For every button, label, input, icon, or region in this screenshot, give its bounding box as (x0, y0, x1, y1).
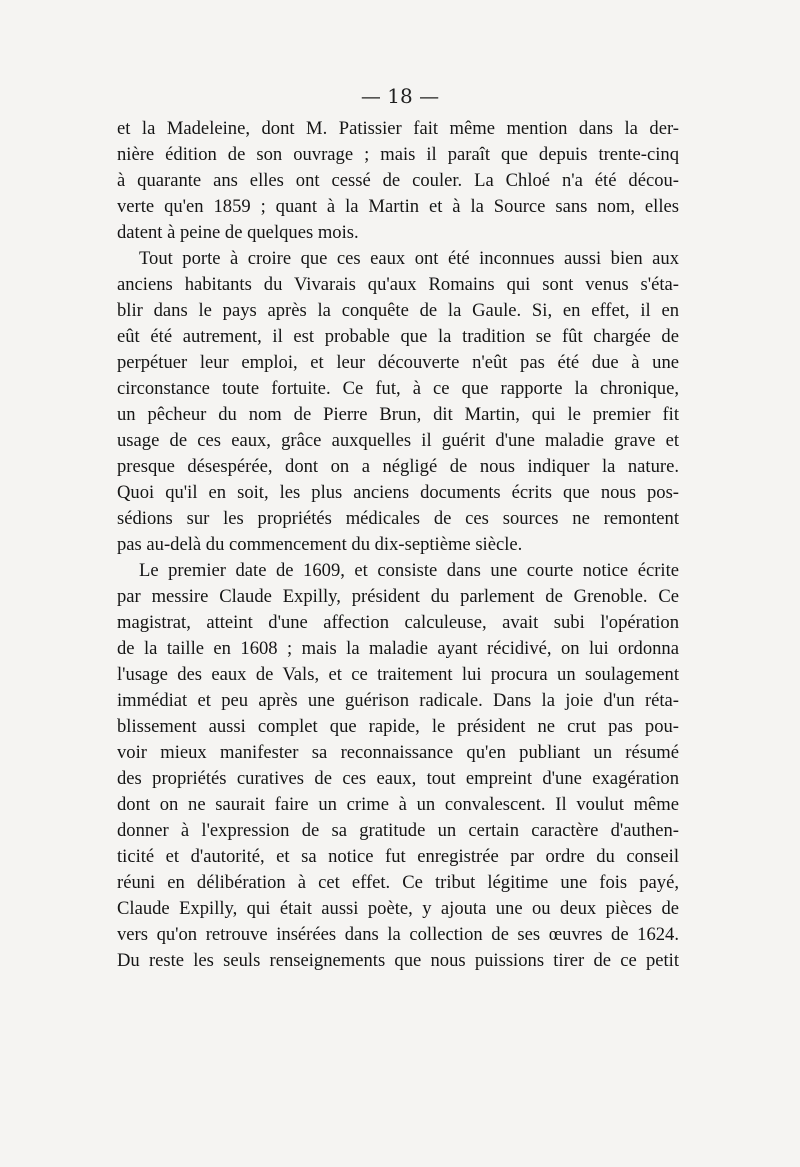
text-line: Tout porte à croire que ces eaux ont été inconnues aussi bien aux (139, 248, 679, 269)
text-line: un pêcheur du nom de Pierre Brun, dit Martin, qui le premier fit (117, 404, 679, 425)
text-line: immédiat et peu après une guérison radicale. Dans la joie d'un réta- (117, 690, 679, 711)
text-line: datent à peine de quelques mois. (117, 222, 359, 243)
text-line: de la taille en 1608 ; mais la maladie ayant récidivé, on lui ordonna (117, 638, 679, 659)
text-line: voir mieux manifester sa reconnaissance qu'en publiant un résumé (117, 742, 679, 763)
text-line: eût été autrement, il est probable que la tradition se fût chargée de (117, 326, 679, 347)
text-line: circonstance toute fortuite. Ce fut, à ce que rapporte la chronique, (117, 378, 679, 399)
text-line: nière édition de son ouvrage ; mais il paraît que depuis trente-cinq (117, 144, 679, 165)
paragraph-3 (117, 558, 679, 974)
text-line: Claude Expilly, qui était aussi poète, y ajouta une ou deux pièces de (117, 898, 679, 919)
text-line: l'usage des eaux de Vals, et ce traitement lui procura un soulagement (117, 664, 679, 685)
text-line: sédions sur les propriétés médicales de ces sources ne remontent (117, 508, 679, 529)
text-line: et la Madeleine, dont M. Patissier fait même mention dans la der- (117, 118, 679, 139)
text-line: Le premier date de 1609, et consiste dans une courte notice écrite (139, 560, 679, 581)
paragraph-1 (117, 116, 679, 246)
text-line: Quoi qu'il en soit, les plus anciens documents écrits que nous pos- (117, 482, 679, 503)
page-number: — 18 — (360, 84, 440, 108)
text-line: dont on ne saurait faire un crime à un convalescent. Il voulut même (117, 794, 679, 815)
text-line: pas au-delà du commencement du dix-septième siècle. (117, 534, 523, 555)
text-line: blir dans le pays après la conquête de la Gaule. Si, en effet, il en (117, 300, 679, 321)
text-line: presque désespérée, dont on a négligé de nous indiquer la nature. (117, 456, 679, 477)
body-text (117, 116, 679, 974)
text-line: vers qu'on retrouve insérées dans la collection de ses œuvres de 1624. (117, 924, 679, 945)
text-line: à quarante ans elles ont cessé de couler. La Chloé n'a été décou- (117, 170, 679, 191)
text-line: réuni en délibération à cet effet. Ce tribut légitime une fois payé, (117, 872, 679, 893)
text-line: Du reste les seuls renseignements que nous puissions tirer de ce petit (117, 950, 679, 971)
text-line: magistrat, atteint d'une affection calculeuse, avait subi l'opération (117, 612, 679, 633)
text-line: des propriétés curatives de ces eaux, tout empreint d'une exagération (117, 768, 679, 789)
text-line: anciens habitants du Vivarais qu'aux Romains qui sont venus s'éta- (117, 274, 679, 295)
text-line: verte qu'en 1859 ; quant à la Martin et à la Source sans nom, elles (117, 196, 679, 217)
text-line: donner à l'expression de sa gratitude un certain caractère d'authen- (117, 820, 679, 841)
text-line: ticité et d'autorité, et sa notice fut enregistrée par ordre du conseil (117, 846, 679, 867)
text-line: perpétuer leur emploi, et leur découverte n'eût pas été due à une (117, 352, 679, 373)
text-line: blissement aussi complet que rapide, le président ne crut pas pou- (117, 716, 679, 737)
text-line: usage de ces eaux, grâce auxquelles il guérit d'une maladie grave et (117, 430, 679, 451)
text-line: par messire Claude Expilly, président du parlement de Grenoble. Ce (117, 586, 679, 607)
paragraph-2 (117, 246, 679, 558)
